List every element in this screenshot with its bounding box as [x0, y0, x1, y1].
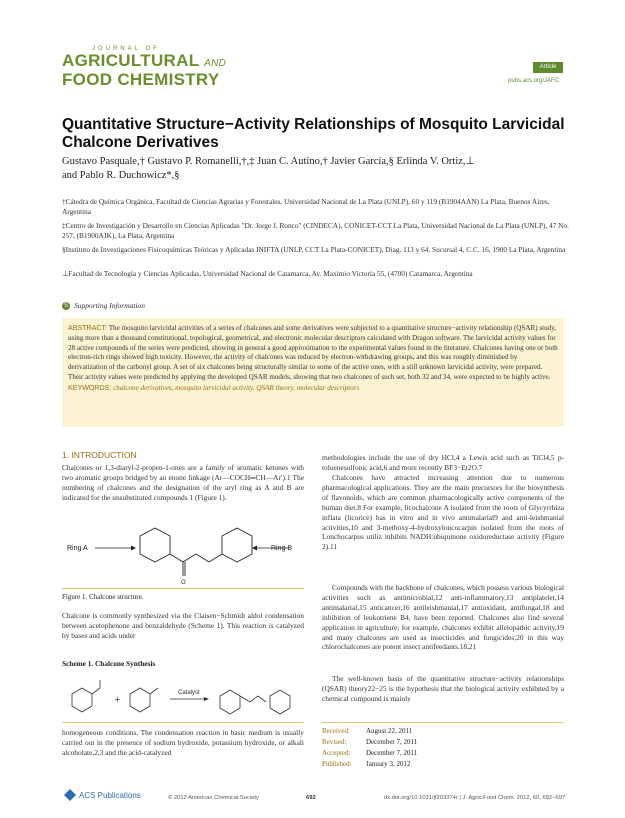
publisher-label: ACS Publications	[79, 791, 141, 800]
chalcone-structure-figure	[65, 508, 303, 588]
authors	[62, 155, 572, 183]
journal-link[interactable]: pubs.acs.org/JAFC	[508, 78, 560, 84]
doi-link[interactable]: dx.doi.org/10.1021/jf203374r | J. Agric.Food Chem. 2012, 60, 692−697	[384, 795, 566, 801]
published-value: January 3, 2012	[366, 760, 411, 768]
catalyst-label: Catalyst	[178, 690, 200, 696]
authors-line1: Gustavo Pasquale,† Gustavo P. Romanelli,†,‡ Juan C. Autino,† Javier García,§ Erlinda V. Ortiz,⊥	[62, 156, 475, 167]
article-title: Quantitative Structure−Activity Relationships of Mosquito Larvicidal Chalcone Derivatives	[62, 116, 565, 151]
ring-b-hexagon	[222, 528, 252, 562]
accepted-value: December 7, 2011	[366, 749, 418, 757]
svg-text:O: O	[181, 580, 186, 586]
right-paragraph-4: The well-known basis of the quantitative structure−activity relationships (QSAR) theory22−25 is the hypothesis that the biological activity exhibited by a chemical compound is mainly	[322, 674, 564, 703]
ring-a-hexagon	[140, 528, 170, 562]
chalcone-synthesis-scheme	[62, 672, 304, 720]
intro-paragraph-3: homogeneous conditions. The condensation reaction in basic medium is usually carried out in the presence of sodium hydroxide, potassium hydroxide, or alkali alcoholate,2,3 and the acid-catalyzed	[62, 728, 304, 757]
abstract-text: The mosquito larvicidal activities of a series of chalcones and some derivatives were subjected to a quantitative structure−activity relationship (QSAR) study, using more than a thousand constitutional, topological, geometrical, and electronic molecular descriptors calculated with Dragon software. The larvicidal activity values for 28 active compounds of the series were predicted, showing in general a good approximation to the experimental values found in the literature. Chalcones having one or both electron-rich rings showed high toxicity. However, the activity of chalcones was reduced by electron-withdrawing groups, and this was roughly diminished by derivatization of the carbonyl group. A set of six chalcones being structurally similar to some of the active ones, with a still unknown larvicidal activity, were prepared. Their activity values were predicted by applying the developed QSAR models, showing that two chalcones of such set, both 32 and 34, were expected to be highly active.	[68, 324, 558, 381]
ring-b-label: Ring B	[271, 545, 293, 552]
scheme-1-heading: Scheme 1. Chalcone Synthesis	[62, 659, 156, 668]
keywords-label: KEYWORDS:	[68, 383, 112, 392]
supporting-info-icon: S	[63, 303, 68, 310]
abstract-box	[62, 318, 564, 427]
affiliation-3: §Instituto de Investigaciones Fisicoquímicas Teóricas y Aplicadas INIFTA (UNLP, CCT La Plata-CONICET), Diag. 113 y 64, Sucursal 4, C.C. 16, 1900 La Plata, Argentina	[62, 245, 566, 254]
svg-text:+: +	[114, 695, 121, 704]
intro-paragraph-2: Chalcone is commonly synthesized via the Claisen−Schmidt aldol condensation between acetophenone and benzaldehyde (Scheme 1). This reaction is catalyzed by bases and acids under	[62, 611, 304, 640]
intro-paragraph-1: Chalcones or 1,3-diaryl-2-propen-1-ones are a family of aromatic ketones with two aromatic groups bridged by an enone linkage (Ar—COCH═CH—Ar′).1 The numbering of chalcones and the designation of the aryl ring as A and B are indicated for the unsubstituted compounds 1 (Figure 1).	[62, 463, 304, 502]
copyright: © 2012 American Chemical Society	[168, 795, 259, 801]
figure-1-caption: Figure 1. Chalcone structure.	[62, 593, 144, 601]
article-dates	[322, 726, 417, 770]
acs-diamond-icon	[64, 789, 76, 801]
supporting-info-link[interactable]	[62, 301, 145, 310]
revised-label: Revised:	[322, 738, 347, 746]
affiliation-4: ⊥Facultad de Tecnología y Ciencias Aplicadas, Universidad Nacional de Catamarca, Av. Maximio Victoria 55, (4700) Catamarca, Argentina	[62, 269, 473, 278]
page-number: 692	[306, 795, 316, 801]
scheme-divider	[62, 722, 304, 723]
supporting-info-label: Supporting Information	[74, 301, 146, 310]
journal-name-small: JOURNAL OF	[92, 46, 160, 52]
acs-publications-logo	[62, 787, 152, 805]
revised-value: December 7, 2011	[366, 738, 418, 746]
keywords-text: chalcone derivatives, mosquito larvicidal activity, QSAR theory, molecular descriptors	[113, 383, 360, 392]
received-label: Received:	[322, 727, 350, 735]
journal-logo	[62, 53, 226, 88]
article-tag: Article	[533, 62, 563, 73]
figure-divider	[62, 588, 304, 589]
affiliation-1: †Cátedra de Química Orgánica, Facultad de Ciencias Agrarias y Forestales, Universidad Nacional de La Plata (UNLP), 60 y 119 (B1904AAN) La Plata, Buenos Aires, Argentina	[62, 197, 550, 216]
published-label: Published:	[322, 760, 352, 768]
affiliation-2: ‡Centro de Investigación y Desarrollo en Ciencias Aplicadas "Dr. Jorge J. Ronco" (CINDECA), CONICET-CCT La Plata, Universidad Nacional de La Plata (UNLP), 47 No. 257, (B1900AJK), La Plata, Argentina	[62, 221, 569, 240]
journal-line2: FOOD CHEMISTRY	[62, 70, 220, 89]
right-paragraph-2: Chalcones have attracted increasing attention due to numerous pharmacological applications. They are the main precursors for the biosynthesis of flavonoids, which are common pharmacologically active components of the human diet.8 For example, licochalcone A isolated from the roots of Glycyrrhiza inflata (licorice) has in vitro and in vivo antimalarial9 and anti-leishmanial activities,10 and 3-methoxy-4-hydroxyloncocarpin isolated from the roots of Lonchocarpus utiliz inhibits NADH:ubiquinone oxidoreductase activity (Figure 2).11	[322, 473, 564, 552]
authors-line2: and Pablo R. Duchowicz*,§	[62, 170, 180, 181]
abstract-label: ABSTRACT:	[68, 324, 108, 332]
right-paragraph-3: Compounds with the backbone of chalcones, which possess various biological activities such as antimicrobial,12 anti-inflammatory,13 antiplatelet,14 antimalarial,15 anticancer,16 antileishmanial,17 antioxidant, antifungal,18 and inhibition of leukotriene B4, have been reported. Chalcones also find several application in agriculture; for example, chalcones exhibit allelopathic activity,19 and many chalcones are used as insecticides and fungicides;20 in this way chlorochalcones are potent insect antifeedants.18,21	[322, 583, 564, 652]
dates-divider	[322, 722, 564, 723]
arrowhead-a	[131, 546, 136, 551]
journal-and: AND	[204, 58, 227, 69]
intro-heading: 1. INTRODUCTION	[62, 450, 137, 460]
journal-line1: AGRICULTURAL	[62, 51, 200, 70]
accepted-label: Accepted:	[322, 749, 351, 757]
right-paragraph-1: methodologies include the use of dry HCl,4 a Lewis acid such as TiCl4,5 p-toluenesulfonic acid,6 and more recently BF3−Et2O.7	[322, 453, 564, 472]
ring-a-label: Ring A	[67, 545, 88, 552]
received-value: August 22, 2011	[366, 727, 413, 735]
